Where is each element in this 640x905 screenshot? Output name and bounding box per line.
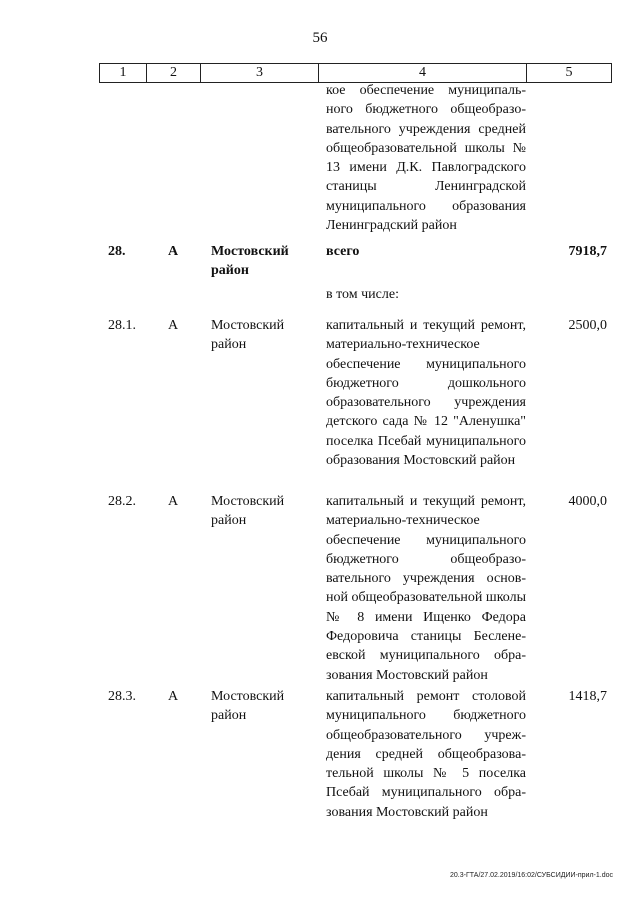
continued-description: кое обеспечение муниципального бюджетного общеобразовательного учреждения средней общеобразовательной школы № 13 имени Д.К. Павлоградского станицы Ленинградской муниципального образования Ленинградский район <box>326 83 526 234</box>
row-amount: 2500,0 <box>568 318 607 333</box>
row-description: всего <box>326 244 360 259</box>
row-number: 28.3. <box>108 689 136 704</box>
row-amount: 4000,0 <box>568 494 607 509</box>
row-district: Мостовский район <box>211 689 285 724</box>
sub-label: в том числе: <box>326 287 399 302</box>
row-number: 28.1. <box>108 318 136 333</box>
row-number: 28.2. <box>108 494 136 509</box>
header-col-1: 1 <box>100 64 147 82</box>
row-letter: А <box>168 244 179 259</box>
header-col-4: 4 <box>319 64 527 82</box>
row-amount: 7918,7 <box>568 244 607 259</box>
header-col-5: 5 <box>565 65 573 80</box>
row-letter: А <box>168 318 179 333</box>
footer-file-code: 20.3-ГТА/27.02.2019/16:02/СУБСИДИИ-прил-1.doc <box>450 872 613 879</box>
table-header-row <box>99 63 612 83</box>
row-district: Мостовский район <box>211 244 289 279</box>
row-number: 28. <box>108 244 126 259</box>
row-letter: А <box>168 689 179 704</box>
row-description: капитальный ремонт столовой муниципального бюджетного общеобразовательного учреждения средней общеобразовательной школы № 5 поселка Псебай муниципального образования Мостовский район <box>326 689 526 820</box>
row-description: капитальный и текущий ремонт, материально-техническое обеспечение муниципального бюджетного общеобразовательного учреждения основной общеобразовательной школы № 8 имени Ищенко Федора Федоровича станицы Бесленеевской муниципального образования Мостовский район <box>326 494 526 683</box>
row-amount: 1418,7 <box>568 689 607 704</box>
row-description: капитальный и текущий ремонт, материально-техническое обеспечение муниципального бюджетного дошкольного образовательного учреждения детского сада № 12 "Аленушка" поселка Псебай муниципального образования Мостовский район <box>326 318 526 469</box>
row-district: Мостовский район <box>211 494 285 529</box>
row-letter: А <box>168 494 179 509</box>
page-number: 56 <box>312 30 328 46</box>
header-col-2: 2 <box>147 64 201 82</box>
row-district: Мостовский район <box>211 318 285 353</box>
header-col-3: 3 <box>201 64 319 82</box>
